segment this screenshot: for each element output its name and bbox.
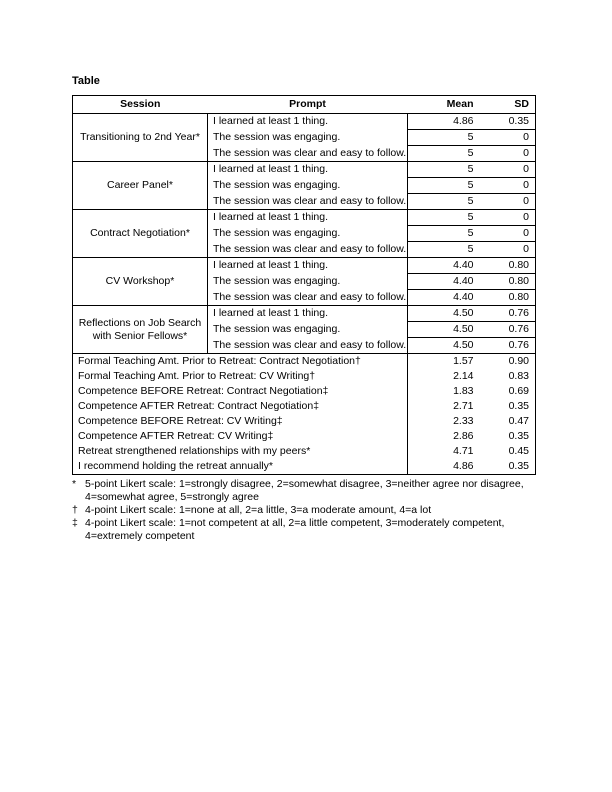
- prompt-cell: The session was engaging.: [208, 178, 408, 194]
- mean-value-cell: 4.40: [408, 274, 480, 290]
- sd-value-cell: 0.76: [480, 338, 536, 354]
- prompt-cell: The session was clear and easy to follow.: [208, 194, 408, 210]
- sd-value-cell: 0.35: [508, 430, 529, 442]
- mean-value-cell: 4.40: [408, 258, 480, 274]
- sd-value-cell: 0.83: [508, 370, 529, 382]
- column-header-mean: Mean: [408, 96, 480, 114]
- session-name-cell: Career Panel*: [73, 162, 208, 210]
- sd-value-cell: 0.80: [480, 274, 536, 290]
- footnote-symbol: †: [72, 504, 78, 516]
- table-row: [73, 114, 536, 130]
- sd-value-cell: 0.69: [508, 385, 529, 397]
- mean-value-cell: 4.50: [408, 306, 480, 322]
- table-row: [73, 399, 536, 414]
- mean-value-cell: 5: [408, 210, 480, 226]
- footnote-symbol: ‡: [72, 517, 78, 529]
- mean-value-cell: 5: [408, 130, 480, 146]
- sd-value-cell: 0.35: [508, 460, 529, 472]
- summary-label-cell: I recommend holding the retreat annually*: [73, 459, 408, 475]
- prompt-cell: The session was engaging.: [208, 322, 408, 338]
- footnote-text: 4-point Likert scale: 1=none at all, 2=a little, 3=a moderate amount, 4=a lot: [85, 504, 432, 516]
- footnote: [72, 504, 540, 517]
- table-row: [73, 162, 536, 178]
- summary-label-cell: Retreat strengthened relationships with my peers*: [73, 444, 408, 459]
- sd-value-cell: 0: [480, 162, 536, 178]
- table-row: [73, 354, 536, 370]
- prompt-cell: The session was clear and easy to follow.: [208, 242, 408, 258]
- mean-value-cell: 5: [408, 178, 480, 194]
- summary-rows-body: [73, 354, 536, 475]
- sd-value-cell: 0.90: [508, 355, 529, 367]
- prompt-cell: I learned at least 1 thing.: [208, 210, 408, 226]
- sd-value-cell: 0.35: [508, 400, 529, 412]
- page-title: Table: [72, 75, 100, 87]
- sd-value-cell: 0.80: [480, 290, 536, 306]
- session-name-cell: CV Workshop*: [73, 258, 208, 306]
- prompt-cell: The session was engaging.: [208, 130, 408, 146]
- mean-value-cell: 2.86: [453, 430, 474, 442]
- sd-value-cell: 0: [480, 178, 536, 194]
- mean-value-cell: 5: [408, 242, 480, 258]
- table-footnotes: [72, 478, 540, 543]
- mean-value-cell: 5: [408, 194, 480, 210]
- mean-value-cell: 1.83: [453, 385, 474, 397]
- session-name-cell: Transitioning to 2nd Year*: [73, 114, 208, 162]
- mean-value-cell: 5: [408, 162, 480, 178]
- table-row: [73, 369, 536, 384]
- footnote: [72, 517, 540, 543]
- mean-value-cell: 2.33: [453, 415, 474, 427]
- footnote-text: 5-point Likert scale: 1=strongly disagree, 2=somewhat disagree, 3=neither agree nor disagree, 4=somewhat agree, 5=strongly agree: [85, 478, 524, 503]
- sd-value-cell: 0.45: [508, 445, 529, 457]
- sd-value-cell: 0: [480, 226, 536, 242]
- mean-value-cell: 4.40: [408, 290, 480, 306]
- table-header: [73, 96, 536, 114]
- sd-value-cell: 0: [480, 130, 536, 146]
- summary-label-cell: Competence AFTER Retreat: Contract Negotiation‡: [73, 399, 408, 414]
- prompt-cell: I learned at least 1 thing.: [208, 114, 408, 130]
- table-row: [73, 429, 536, 444]
- prompt-cell: The session was clear and easy to follow.: [208, 146, 408, 162]
- session-name-cell: Reflections on Job Search with Senior Fellows*: [73, 306, 208, 354]
- footnote: [72, 478, 540, 504]
- page-content: [72, 75, 540, 543]
- prompt-cell: I learned at least 1 thing.: [208, 306, 408, 322]
- sd-value-cell: 0.35: [480, 114, 536, 130]
- summary-label-cell: Competence BEFORE Retreat: CV Writing‡: [73, 414, 408, 429]
- mean-value-cell: 2.71: [453, 400, 474, 412]
- summary-label-cell: Formal Teaching Amt. Prior to Retreat: CV Writing†: [73, 369, 408, 384]
- sd-value-cell: 0.76: [480, 306, 536, 322]
- prompt-cell: The session was engaging.: [208, 274, 408, 290]
- prompt-cell: The session was engaging.: [208, 226, 408, 242]
- sd-value-cell: 0: [480, 146, 536, 162]
- table-row: [73, 414, 536, 429]
- footnote-symbol: *: [72, 478, 77, 490]
- table-row: [73, 210, 536, 226]
- header-row: [73, 96, 536, 114]
- summary-label-cell: Competence BEFORE Retreat: Contract Negotiation‡: [73, 384, 408, 399]
- mean-value-cell: 4.50: [408, 322, 480, 338]
- column-header-sd: SD: [480, 96, 536, 114]
- mean-value-cell: 1.57: [453, 355, 474, 367]
- sd-value-cell: 0: [480, 194, 536, 210]
- table-row: [73, 258, 536, 274]
- table-row: [73, 384, 536, 399]
- sd-value-cell: 0.80: [480, 258, 536, 274]
- summary-label-cell: Competence AFTER Retreat: CV Writing‡: [73, 429, 408, 444]
- mean-value-cell: 4.71: [453, 445, 474, 457]
- sd-value-cell: 0.47: [508, 415, 529, 427]
- prompt-cell: I learned at least 1 thing.: [208, 258, 408, 274]
- prompt-cell: The session was clear and easy to follow.: [208, 338, 408, 354]
- column-header-session: Session: [73, 96, 208, 114]
- sd-value-cell: 0.76: [480, 322, 536, 338]
- summary-label-cell: Formal Teaching Amt. Prior to Retreat: Contract Negotiation†: [73, 354, 408, 370]
- prompt-cell: I learned at least 1 thing.: [208, 162, 408, 178]
- mean-value-cell: 5: [408, 226, 480, 242]
- mean-value-cell: 4.86: [453, 460, 474, 472]
- prompt-cell: The session was clear and easy to follow.: [208, 290, 408, 306]
- footnote-text: 4-point Likert scale: 1=not competent at all, 2=a little competent, 3=moderately competent, 4=extremely competent: [85, 517, 505, 542]
- column-header-prompt: Prompt: [208, 96, 408, 114]
- session-groups-body: [73, 114, 536, 354]
- sd-value-cell: 0: [480, 242, 536, 258]
- mean-value-cell: 4.50: [408, 338, 480, 354]
- sd-value-cell: 0: [480, 210, 536, 226]
- mean-value-cell: 2.14: [453, 370, 474, 382]
- table-row: [73, 459, 536, 475]
- results-table: [72, 95, 536, 475]
- mean-value-cell: 5: [408, 146, 480, 162]
- session-name-cell: Contract Negotiation*: [73, 210, 208, 258]
- table-row: [73, 444, 536, 459]
- table-row: [73, 306, 536, 322]
- mean-value-cell: 4.86: [408, 114, 480, 130]
